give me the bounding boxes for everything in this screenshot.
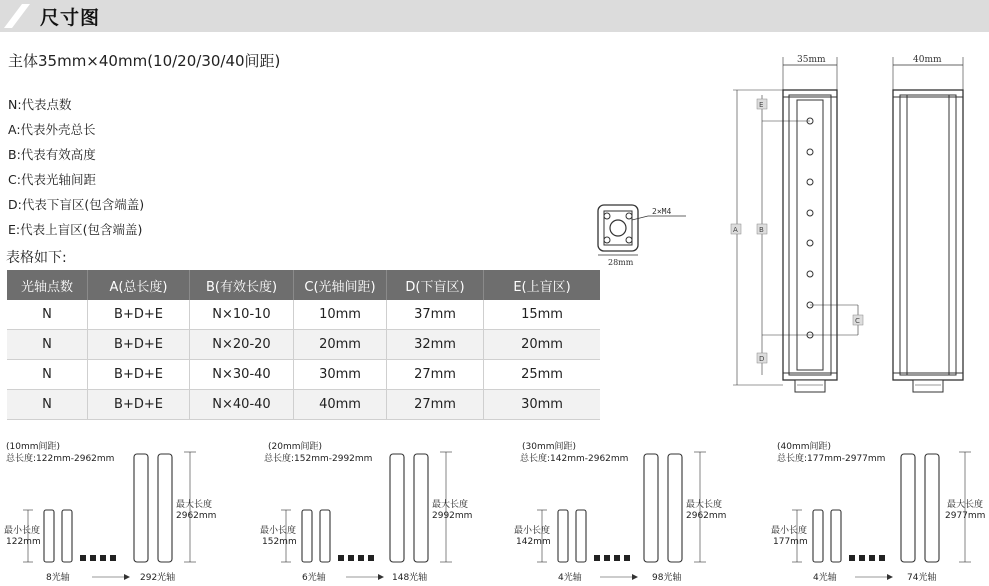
table-cell: B+D+E <box>88 390 190 420</box>
legend-item: C:代表光轴间距 <box>8 172 96 187</box>
table-header-row <box>7 270 600 300</box>
column-header: A(总长度) <box>88 270 190 300</box>
front-view-drawing <box>725 45 989 400</box>
panel-max-label: 最大长度 <box>176 500 213 510</box>
panel-max-value: 2962mm <box>176 511 217 521</box>
table-cell: N×10-10 <box>190 300 294 330</box>
legend-item: D:代表下盲区(包含端盖) <box>8 197 145 212</box>
table-cell: N <box>7 390 88 420</box>
panel-spacing: (40mm间距) <box>777 442 832 452</box>
table-cell: N <box>7 330 88 360</box>
length-panel-20mm <box>260 432 490 586</box>
panel-min-value: 177mm <box>773 537 808 547</box>
table-cell: 25mm <box>484 360 601 390</box>
length-panel-40mm <box>759 432 989 586</box>
label-c: C <box>855 317 860 325</box>
table-cell: 40mm <box>294 390 387 420</box>
screw-label: 2×M4 <box>652 207 672 216</box>
label-b: B <box>759 226 764 234</box>
length-panel-10mm <box>4 432 234 586</box>
panel-max-axes: 98光轴 <box>652 573 682 583</box>
panel-max-axes: 74光轴 <box>907 573 937 583</box>
panel-max-label: 最大长度 <box>686 500 723 510</box>
table-cell: N×40-40 <box>190 390 294 420</box>
table-cell: 20mm <box>294 330 387 360</box>
table-cell: B+D+E <box>88 330 190 360</box>
panel-min-axes: 4光轴 <box>813 573 837 583</box>
panel-min-label: 最小长度 <box>771 526 808 536</box>
panel-total: 总长度:152mm-2992mm <box>264 454 373 464</box>
table-caption: 表格如下: <box>6 250 67 266</box>
table-row <box>7 330 600 360</box>
length-panel-30mm <box>514 432 744 586</box>
table-cell: 30mm <box>484 390 601 420</box>
panel-max-value: 2992mm <box>432 511 473 521</box>
panel-min-label: 最小长度 <box>4 526 41 536</box>
table-row <box>7 300 600 330</box>
panel-min-value: 152mm <box>262 537 297 547</box>
column-header: B(有效长度) <box>190 270 294 300</box>
panel-max-value: 2977mm <box>945 511 986 521</box>
table-cell: 15mm <box>484 300 601 330</box>
panel-min-label: 最小长度 <box>260 526 297 536</box>
label-e: E <box>759 101 764 109</box>
panel-min-value: 122mm <box>6 537 41 547</box>
dimension-table <box>7 270 600 420</box>
label-d: D <box>759 355 765 363</box>
panel-max-axes: 148光轴 <box>392 573 428 583</box>
column-header: D(下盲区) <box>387 270 484 300</box>
column-header: C(光轴间距) <box>294 270 387 300</box>
table-cell: B+D+E <box>88 360 190 390</box>
table-row <box>7 390 600 420</box>
table-cell: 27mm <box>387 360 484 390</box>
panel-spacing: (20mm间距) <box>268 442 323 452</box>
section-header <box>0 0 989 32</box>
table-cell: 20mm <box>484 330 601 360</box>
table-cell: 27mm <box>387 390 484 420</box>
page-title: 尺寸图 <box>40 7 101 29</box>
table-cell: N <box>7 300 88 330</box>
panel-min-label: 最小长度 <box>514 526 551 536</box>
slash-decoration-icon <box>4 4 30 28</box>
legend-item: B:代表有效高度 <box>8 147 96 162</box>
panel-spacing: (30mm间距) <box>522 442 577 452</box>
table-cell: 30mm <box>294 360 387 390</box>
cross-section-drawing <box>590 200 690 270</box>
panel-max-label: 最大长度 <box>432 500 469 510</box>
product-subtitle: 主体35mm×40mm(10/20/30/40间距) <box>8 52 281 70</box>
panel-min-value: 142mm <box>516 537 551 547</box>
dim-28-label: 28mm <box>608 258 634 267</box>
panel-min-axes: 6光轴 <box>302 573 326 583</box>
legend-item: N:代表点数 <box>8 97 72 112</box>
column-header: E(上盲区) <box>484 270 601 300</box>
table-cell: 32mm <box>387 330 484 360</box>
table-cell: N×20-20 <box>190 330 294 360</box>
panel-min-axes: 4光轴 <box>558 573 582 583</box>
column-header: 光轴点数 <box>7 270 88 300</box>
table-row <box>7 360 600 390</box>
panel-max-value: 2962mm <box>686 511 727 521</box>
panel-total: 总长度:142mm-2962mm <box>520 454 629 464</box>
panel-spacing: (10mm间距) <box>6 442 61 452</box>
table-cell: N <box>7 360 88 390</box>
legend-item: A:代表外壳总长 <box>8 122 96 137</box>
panel-total: 总长度:177mm-2977mm <box>777 454 886 464</box>
panel-max-label: 最大长度 <box>947 500 984 510</box>
panel-min-axes: 8光轴 <box>46 573 70 583</box>
table-cell: 10mm <box>294 300 387 330</box>
table-cell: B+D+E <box>88 300 190 330</box>
panel-total: 总长度:122mm-2962mm <box>6 454 115 464</box>
label-a: A <box>733 226 738 234</box>
panel-max-axes: 292光轴 <box>140 573 176 583</box>
table-cell: 37mm <box>387 300 484 330</box>
legend-item: E:代表上盲区(包含端盖) <box>8 222 143 237</box>
dim-35-label: 35mm <box>797 55 826 65</box>
table-cell: N×30-40 <box>190 360 294 390</box>
dim-40-label: 40mm <box>913 55 942 65</box>
